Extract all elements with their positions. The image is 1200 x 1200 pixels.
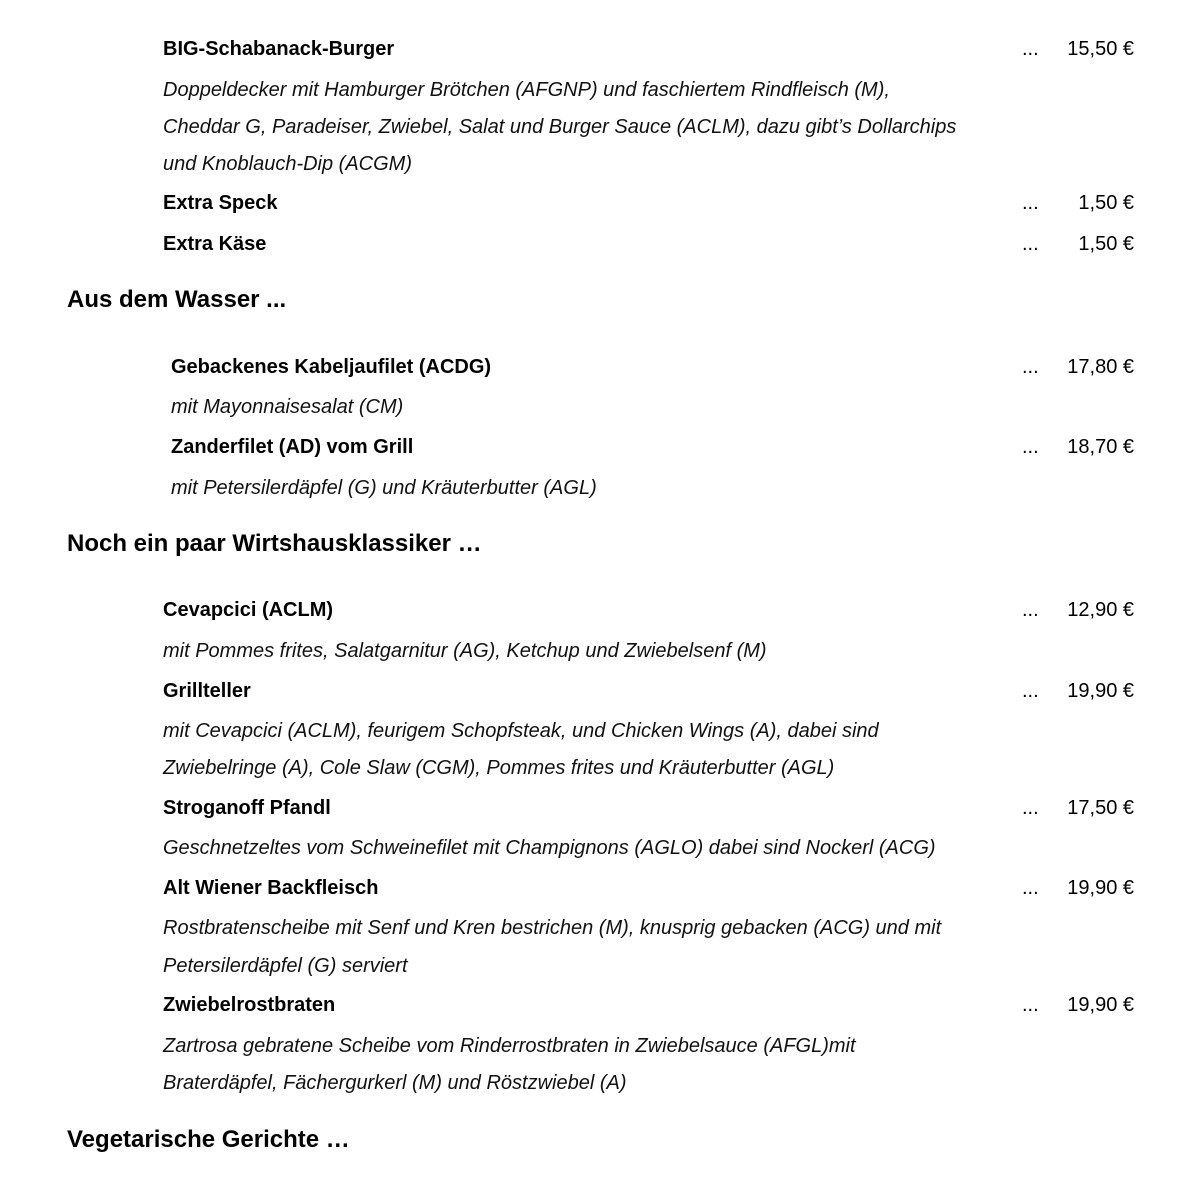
price-dots: ... <box>1022 436 1039 458</box>
item-name-zander: Zanderfilet (AD) vom Grill <box>171 436 414 458</box>
item-desc-burger-line1: Doppeldecker mit Hamburger Brötchen (AFGNP) und faschiertem Rindfleisch (M), <box>163 79 890 101</box>
item-desc-burger-line2: Cheddar G, Paradeiser, Zwiebel, Salat und Burger Sauce (ACLM), dazu gibt’s Dollarchips <box>163 116 957 138</box>
item-desc-stroganoff: Geschnetzeltes vom Schweinefilet mit Champignons (AGLO) dabei sind Nockerl (ACG) <box>163 837 936 859</box>
item-name-extra-kaese: Extra Käse <box>163 233 267 255</box>
item-price-stroganoff: 17,50 € <box>1067 797 1134 819</box>
section-heading-klassiker: Noch ein paar Wirtshausklassiker … <box>67 530 482 557</box>
price-dots: ... <box>1022 877 1039 899</box>
price-dots: ... <box>1022 38 1039 60</box>
price-dots: ... <box>1022 680 1039 702</box>
item-price-zander: 18,70 € <box>1067 436 1134 458</box>
item-desc-zander: mit Petersilerdäpfel (G) und Kräuterbutter (AGL) <box>171 477 597 499</box>
item-name-zwiebelrostbraten: Zwiebelrostbraten <box>163 994 336 1016</box>
item-price-extra-kaese: 1,50 € <box>1078 233 1134 255</box>
item-name-cevapcici: Cevapcici (ACLM) <box>163 599 334 621</box>
price-dots: ... <box>1022 356 1039 378</box>
item-desc-zwiebelrostbraten-line2: Braterdäpfel, Fächergurkerl (M) und Röstzwiebel (A) <box>163 1072 627 1094</box>
item-desc-grillteller-line2: Zwiebelringe (A), Cole Slaw (CGM), Pommes frites und Kräuterbutter (AGL) <box>163 757 835 779</box>
item-desc-burger-line3: und Knoblauch-Dip (ACGM) <box>163 153 412 175</box>
item-name-extra-speck: Extra Speck <box>163 192 278 214</box>
item-price-grillteller: 19,90 € <box>1067 680 1134 702</box>
item-name-backfleisch: Alt Wiener Backfleisch <box>163 877 379 899</box>
price-dots: ... <box>1022 233 1039 255</box>
item-name-stroganoff: Stroganoff Pfandl <box>163 797 331 819</box>
item-name-grillteller: Grillteller <box>163 680 251 702</box>
item-desc-cevapcici: mit Pommes frites, Salatgarnitur (AG), Ketchup und Zwiebelsenf (M) <box>163 640 767 662</box>
item-price-extra-speck: 1,50 € <box>1078 192 1134 214</box>
item-name-burger: BIG-Schabanack-Burger <box>163 38 395 60</box>
item-desc-grillteller-line1: mit Cevapcici (ACLM), feurigem Schopfsteak, und Chicken Wings (A), dabei sind <box>163 720 879 742</box>
item-price-kabeljau: 17,80 € <box>1067 356 1134 378</box>
price-dots: ... <box>1022 599 1039 621</box>
price-dots: ... <box>1022 797 1039 819</box>
section-heading-vegetarisch: Vegetarische Gerichte … <box>67 1126 350 1153</box>
price-dots: ... <box>1022 994 1039 1016</box>
item-price-backfleisch: 19,90 € <box>1067 877 1134 899</box>
item-price-burger: 15,50 € <box>1067 38 1134 60</box>
item-price-cevapcici: 12,90 € <box>1067 599 1134 621</box>
item-desc-kabeljau: mit Mayonnaisesalat (CM) <box>171 396 404 418</box>
item-name-kabeljau: Gebackenes Kabeljaufilet (ACDG) <box>171 356 492 378</box>
item-price-zwiebelrostbraten: 19,90 € <box>1067 994 1134 1016</box>
price-dots: ... <box>1022 192 1039 214</box>
item-desc-backfleisch-line2: Petersilerdäpfel (G) serviert <box>163 955 408 977</box>
item-desc-backfleisch-line1: Rostbratenscheibe mit Senf und Kren bestrichen (M), knusprig gebacken (ACG) und mit <box>163 917 942 939</box>
section-heading-wasser: Aus dem Wasser ... <box>67 286 287 313</box>
item-desc-zwiebelrostbraten-line1: Zartrosa gebratene Scheibe vom Rinderrostbraten in Zwiebelsauce (AFGL)mit <box>163 1035 856 1057</box>
